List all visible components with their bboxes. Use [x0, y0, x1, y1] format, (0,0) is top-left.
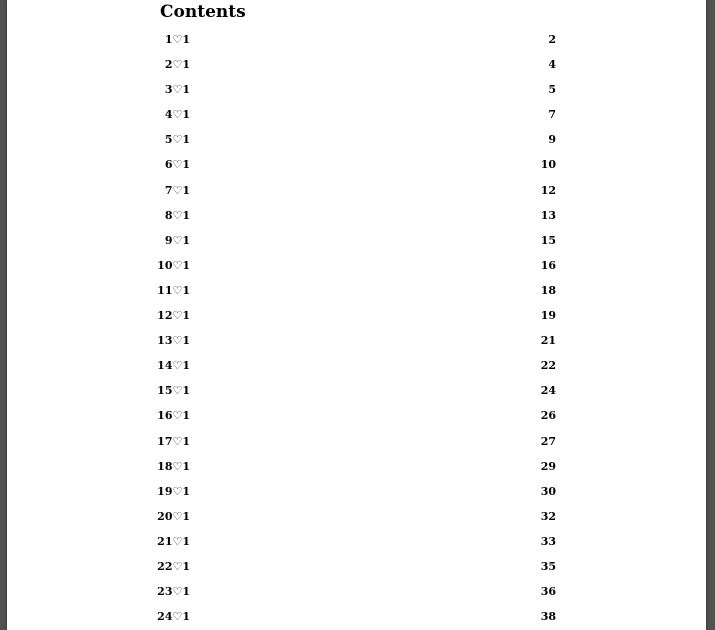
toc-entry-label[interactable]: 18♡1	[157, 459, 190, 473]
contents-heading: Contents	[160, 2, 246, 22]
toc-row[interactable]	[157, 409, 556, 434]
toc-row[interactable]	[157, 283, 556, 309]
toc-row[interactable]	[160, 83, 556, 108]
toc-entry-label[interactable]: 20♡1	[157, 509, 190, 523]
toc-row[interactable]	[157, 334, 556, 359]
toc-entry-page-number[interactable]: 26	[540, 409, 556, 423]
toc-entry-page-number[interactable]: 33	[540, 534, 556, 548]
toc-row[interactable]	[157, 559, 556, 585]
toc-row[interactable]	[160, 184, 556, 209]
toc-entry-page-number[interactable]: 18	[540, 283, 556, 297]
toc-row[interactable]	[157, 459, 556, 485]
toc-entry-label[interactable]: 21♡1	[157, 534, 190, 548]
toc-entry-page-number[interactable]: 4	[548, 58, 556, 72]
toc-entry-label[interactable]: 5♡1	[164, 133, 190, 147]
toc-entry-page-number[interactable]: 27	[540, 434, 556, 448]
toc-entry-label[interactable]: 6♡1	[164, 158, 190, 172]
toc-entry-label[interactable]: 14♡1	[157, 359, 190, 373]
toc-entry-label[interactable]: 3♡1	[164, 83, 190, 97]
toc-entry-label[interactable]: 10♡1	[157, 258, 190, 272]
toc-entry-label[interactable]: 15♡1	[157, 384, 190, 398]
toc-entry-page-number[interactable]: 21	[540, 334, 556, 348]
toc-entry-label[interactable]: 22♡1	[157, 559, 190, 573]
toc-entry-label[interactable]: 7♡1	[164, 183, 190, 197]
toc-entry-label[interactable]: 12♡1	[157, 309, 190, 323]
toc-entry-page-number[interactable]: 32	[540, 509, 556, 523]
toc-row[interactable]	[160, 33, 556, 58]
toc-entry-page-number[interactable]: 9	[548, 133, 556, 147]
toc-row[interactable]	[157, 434, 556, 460]
toc-entry-label[interactable]: 9♡1	[164, 233, 190, 247]
toc-entry-label[interactable]: 19♡1	[157, 484, 190, 498]
toc-entry-label[interactable]: 4♡1	[164, 108, 190, 122]
toc-row[interactable]	[157, 258, 556, 284]
toc-row[interactable]	[160, 133, 556, 158]
toc-entry-page-number[interactable]: 30	[540, 484, 556, 498]
toc-row[interactable]	[160, 209, 556, 234]
toc-row[interactable]	[160, 108, 556, 133]
toc-row[interactable]	[157, 359, 556, 384]
toc-row[interactable]	[157, 484, 556, 510]
toc-list	[157, 33, 556, 630]
toc-row[interactable]	[157, 309, 556, 334]
toc-entry-page-number[interactable]: 12	[540, 183, 556, 197]
toc-entry-label[interactable]: 2♡1	[164, 58, 190, 72]
toc-entry-page-number[interactable]: 35	[540, 559, 556, 573]
toc-entry-label[interactable]: 11♡1	[157, 283, 190, 297]
toc-row[interactable]	[160, 234, 556, 259]
toc-entry-label[interactable]: 13♡1	[157, 334, 190, 348]
document-page[interactable]	[7, 0, 706, 630]
toc-entry-page-number[interactable]: 29	[540, 459, 556, 473]
toc-entry-label[interactable]: 23♡1	[157, 585, 190, 599]
toc-entry-page-number[interactable]: 15	[540, 233, 556, 247]
toc-entry-label[interactable]: 1♡1	[164, 33, 190, 46]
toc-row[interactable]	[160, 158, 556, 183]
toc-row[interactable]	[157, 585, 556, 610]
toc-entry-page-number[interactable]: 2	[548, 33, 556, 46]
toc-row[interactable]	[157, 610, 556, 630]
toc-row[interactable]	[160, 58, 556, 83]
toc-entry-page-number[interactable]: 13	[540, 208, 556, 222]
toc-entry-page-number[interactable]: 16	[540, 258, 556, 272]
toc-entry-page-number[interactable]: 10	[540, 158, 556, 172]
toc-entry-label[interactable]: 24♡1	[157, 610, 190, 624]
toc-entry-page-number[interactable]: 22	[540, 359, 556, 373]
toc-row[interactable]	[157, 384, 556, 409]
toc-entry-page-number[interactable]: 36	[540, 585, 556, 599]
toc-entry-page-number[interactable]: 5	[548, 83, 556, 97]
toc-entry-label[interactable]: 8♡1	[164, 208, 190, 222]
toc-entry-page-number[interactable]: 38	[540, 610, 556, 624]
toc-entry-page-number[interactable]: 19	[540, 309, 556, 323]
toc-row[interactable]	[157, 534, 556, 560]
toc-entry-label[interactable]: 16♡1	[157, 409, 190, 423]
toc-entry-page-number[interactable]: 24	[540, 384, 556, 398]
toc-entry-page-number[interactable]: 7	[548, 108, 556, 122]
toc-entry-label[interactable]: 17♡1	[157, 434, 190, 448]
toc-row[interactable]	[157, 509, 556, 535]
